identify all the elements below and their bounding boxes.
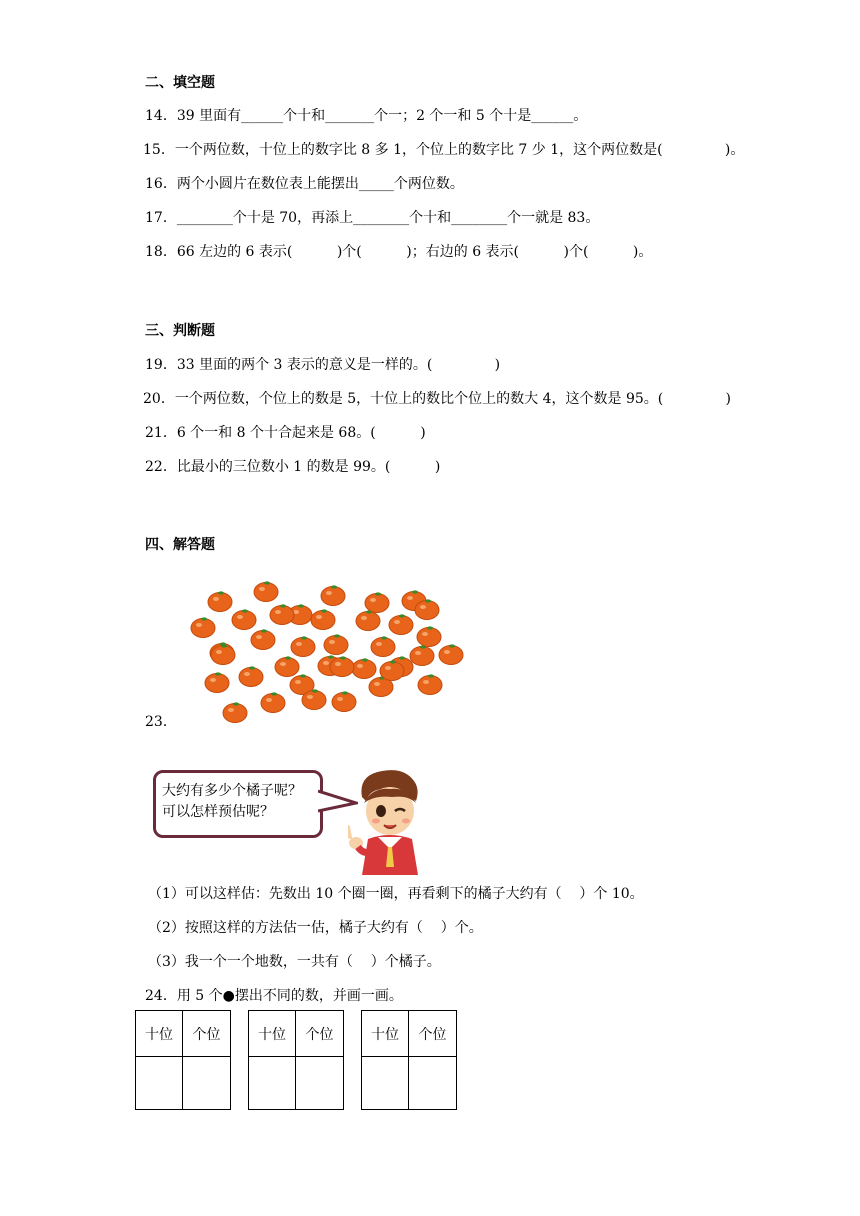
question-19: 19．33 里面的两个 3 表示的意义是一样的。( ) (145, 357, 501, 373)
question-23-part-1: （1）可以这样估：先数出 10 个圈一圈，再看剩下的橘子大约有（ ）个 10。 (148, 886, 644, 902)
orange-fruit-icon (205, 672, 229, 692)
question-14: 14．39 里面有______个十和_______个一；2 个一和 5 个十是______。 (145, 108, 588, 124)
tens-header: 十位 (136, 1011, 183, 1057)
tens-header: 十位 (362, 1011, 409, 1057)
ones-cell[interactable] (183, 1057, 230, 1109)
orange-fruit-icon (417, 626, 441, 646)
tens-cell[interactable] (362, 1057, 409, 1109)
orange-fruit-icon (371, 636, 395, 656)
orange-fruit-icon (251, 629, 275, 649)
question-23-part-3: （3）我一个一个地数，一共有（ ）个橘子。 (148, 954, 441, 970)
orange-fruit-icon (239, 666, 263, 686)
place-value-table (135, 1010, 231, 1110)
ones-header: 个位 (183, 1011, 230, 1057)
orange-fruit-icon (321, 585, 345, 605)
bubble-line-1: 大约有多少个橘子呢？ (162, 783, 302, 799)
orange-fruit-icon (223, 702, 247, 722)
question-23-number: 23． (145, 714, 177, 730)
ones-header: 个位 (296, 1011, 343, 1057)
ones-cell[interactable] (296, 1057, 343, 1109)
question-15: 15．一个两位数，十位上的数字比 8 多 1，个位上的数字比 7 少 1，这个两位数是( )。 (143, 142, 745, 158)
bubble-line-2: 可以怎样预估呢？ (162, 804, 274, 820)
orange-fruit-icon (439, 644, 463, 664)
orange-fruit-icon (418, 674, 442, 694)
question-16: 16．两个小圆片在数位表上能摆出_____个两位数。 (145, 176, 464, 192)
section-answer-title: 四、解答题 (145, 537, 215, 553)
speech-illustration (150, 765, 430, 875)
tens-cell[interactable] (249, 1057, 296, 1109)
question-18: 18．66 左边的 6 表示( )个( )；右边的 6 表示( )个( )。 (145, 244, 653, 260)
question-23-part-2: （2）按照这样的方法估一估，橘子大约有（ ）个。 (148, 920, 483, 936)
question-22: 22．比最小的三位数小 1 的数是 99。( ) (145, 459, 441, 475)
orange-fruit-icon (261, 692, 285, 712)
question-17: 17．________个十是 70，再添上________个十和________个一就是 83。 (145, 210, 600, 226)
orange-fruit-icon (332, 691, 356, 711)
orange-fruit-icon (410, 645, 434, 665)
orange-fruit-icon (275, 656, 299, 676)
orange-fruit-icon (232, 609, 256, 629)
section-judge-title: 三、判断题 (145, 323, 215, 339)
orange-fruit-icon (291, 636, 315, 656)
place-value-table (361, 1010, 457, 1110)
orange-fruit-icon (270, 604, 294, 624)
ones-cell[interactable] (409, 1057, 456, 1109)
question-20: 20．一个两位数，个位上的数是 5，十位上的数比个位上的数大 4，这个数是 95。( ) (143, 391, 732, 407)
section-fill-title: 二、填空题 (145, 75, 215, 91)
orange-fruit-icon (311, 609, 335, 629)
place-value-table (248, 1010, 344, 1110)
tens-header: 十位 (249, 1011, 296, 1057)
boy-pointing-icon (348, 767, 428, 875)
oranges-illustration (180, 575, 480, 735)
question-24: 24．用 5 个●摆出不同的数，并画一画。 (145, 988, 403, 1004)
speech-bubble (153, 770, 323, 838)
question-21: 21．6 个一和 8 个十合起来是 68。( ) (145, 425, 426, 441)
orange-fruit-icon (191, 617, 215, 637)
orange-fruit-icon (254, 581, 278, 601)
orange-fruit-icon (352, 658, 376, 678)
tens-cell[interactable] (136, 1057, 183, 1109)
orange-fruit-icon (208, 591, 232, 611)
orange-fruit-icon (324, 634, 348, 654)
orange-fruit-icon (356, 610, 380, 630)
ones-header: 个位 (409, 1011, 456, 1057)
orange-fruit-icon (365, 592, 389, 612)
orange-fruit-icon (389, 614, 413, 634)
